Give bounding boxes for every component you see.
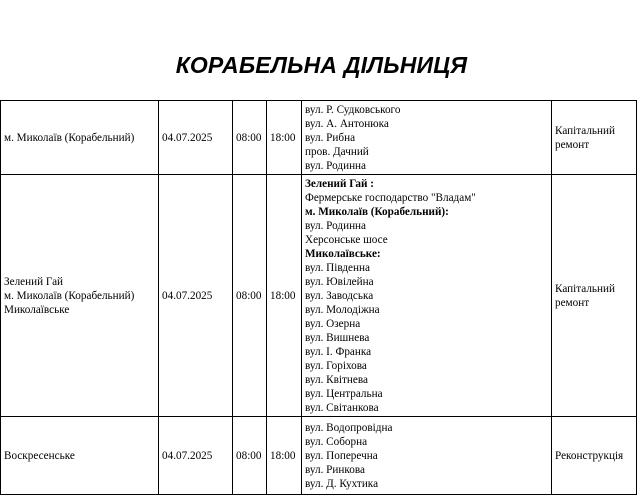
start-time-text: 08:00 bbox=[236, 289, 262, 302]
street-line: вул. Квітнева bbox=[305, 373, 368, 386]
table-row bbox=[1, 175, 637, 417]
location-cell bbox=[1, 101, 159, 175]
date-cell bbox=[159, 175, 233, 417]
end-time-text: 18:00 bbox=[270, 131, 296, 144]
street-line: вул. Водопровідна bbox=[305, 421, 393, 434]
date-text: 04.07.2025 bbox=[162, 131, 213, 144]
start-time-cell bbox=[233, 101, 267, 175]
end-time-text: 18:00 bbox=[270, 289, 296, 302]
street-group-heading: м. Миколаїв (Корабельний): bbox=[305, 205, 449, 218]
work-type-cell bbox=[552, 417, 637, 495]
street-line: вул. Соборна bbox=[305, 435, 368, 448]
date-text: 04.07.2025 bbox=[162, 289, 213, 302]
street-line: вул. Горіхова bbox=[305, 359, 367, 372]
start-time-text: 08:00 bbox=[236, 449, 262, 462]
work-type-line: Капітальний bbox=[555, 124, 615, 137]
street-line: вул. Поперечна bbox=[305, 449, 378, 462]
street-line: вул. Д. Кухтика bbox=[305, 477, 379, 490]
street-group-heading: Зелений Гай : bbox=[305, 177, 374, 190]
end-time-cell bbox=[267, 417, 302, 495]
location-line: Воскресенське bbox=[4, 449, 75, 462]
work-type-line: ремонт bbox=[555, 296, 590, 309]
page-title: КОРАБЕЛЬНА ДІЛЬНИЦЯ bbox=[175, 52, 468, 78]
work-type-line: Реконструкція bbox=[555, 449, 624, 462]
street-line: вул. Центральна bbox=[305, 387, 383, 400]
start-time-cell bbox=[233, 417, 267, 495]
street-line: Херсонське шосе bbox=[305, 233, 388, 246]
street-line: вул. Родинна bbox=[305, 219, 367, 232]
work-type-line: Капітальний bbox=[555, 282, 615, 295]
table-row bbox=[1, 417, 637, 495]
work-type-line: ремонт bbox=[555, 138, 590, 151]
date-text: 04.07.2025 bbox=[162, 449, 213, 462]
streets-cell bbox=[302, 175, 552, 417]
date-cell bbox=[159, 101, 233, 175]
street-line: вул. І. Франка bbox=[305, 345, 372, 358]
end-time-cell bbox=[267, 101, 302, 175]
location-line: Миколаївське bbox=[4, 303, 70, 316]
street-line: вул. Вишнева bbox=[305, 331, 370, 344]
street-line: вул. Озерна bbox=[305, 317, 361, 330]
table-row bbox=[1, 101, 637, 175]
street-line: вул. Рибна bbox=[305, 131, 356, 144]
street-line: вул. Р. Судковського bbox=[305, 103, 401, 116]
street-line: вул. Ювілейна bbox=[305, 275, 374, 288]
schedule-table bbox=[0, 100, 637, 495]
date-cell bbox=[159, 417, 233, 495]
location-cell bbox=[1, 417, 159, 495]
street-line: вул. Молодіжна bbox=[305, 303, 380, 316]
end-time-cell bbox=[267, 175, 302, 417]
streets-cell bbox=[302, 101, 552, 175]
location-line: м. Миколаїв (Корабельний) bbox=[4, 289, 135, 302]
streets-cell bbox=[302, 417, 552, 495]
street-line: вул. Родинна bbox=[305, 159, 367, 172]
street-line: вул. Ринкова bbox=[305, 463, 365, 476]
street-group-heading: Миколаївське: bbox=[305, 247, 381, 260]
work-type-cell bbox=[552, 101, 637, 175]
street-line: пров. Дачний bbox=[305, 145, 369, 158]
location-line: м. Миколаїв (Корабельний) bbox=[4, 131, 135, 144]
start-time-cell bbox=[233, 175, 267, 417]
end-time-text: 18:00 bbox=[270, 449, 296, 462]
street-line: вул. Заводська bbox=[305, 289, 374, 302]
location-cell bbox=[1, 175, 159, 417]
work-type-cell bbox=[552, 175, 637, 417]
street-line: вул. Південна bbox=[305, 261, 370, 274]
start-time-text: 08:00 bbox=[236, 131, 262, 144]
street-line: Фермерське господарство "Владам" bbox=[305, 191, 476, 204]
street-line: вул. Світанкова bbox=[305, 401, 379, 414]
location-line: Зелений Гай bbox=[4, 275, 64, 288]
street-line: вул. А. Антонюка bbox=[305, 117, 389, 130]
